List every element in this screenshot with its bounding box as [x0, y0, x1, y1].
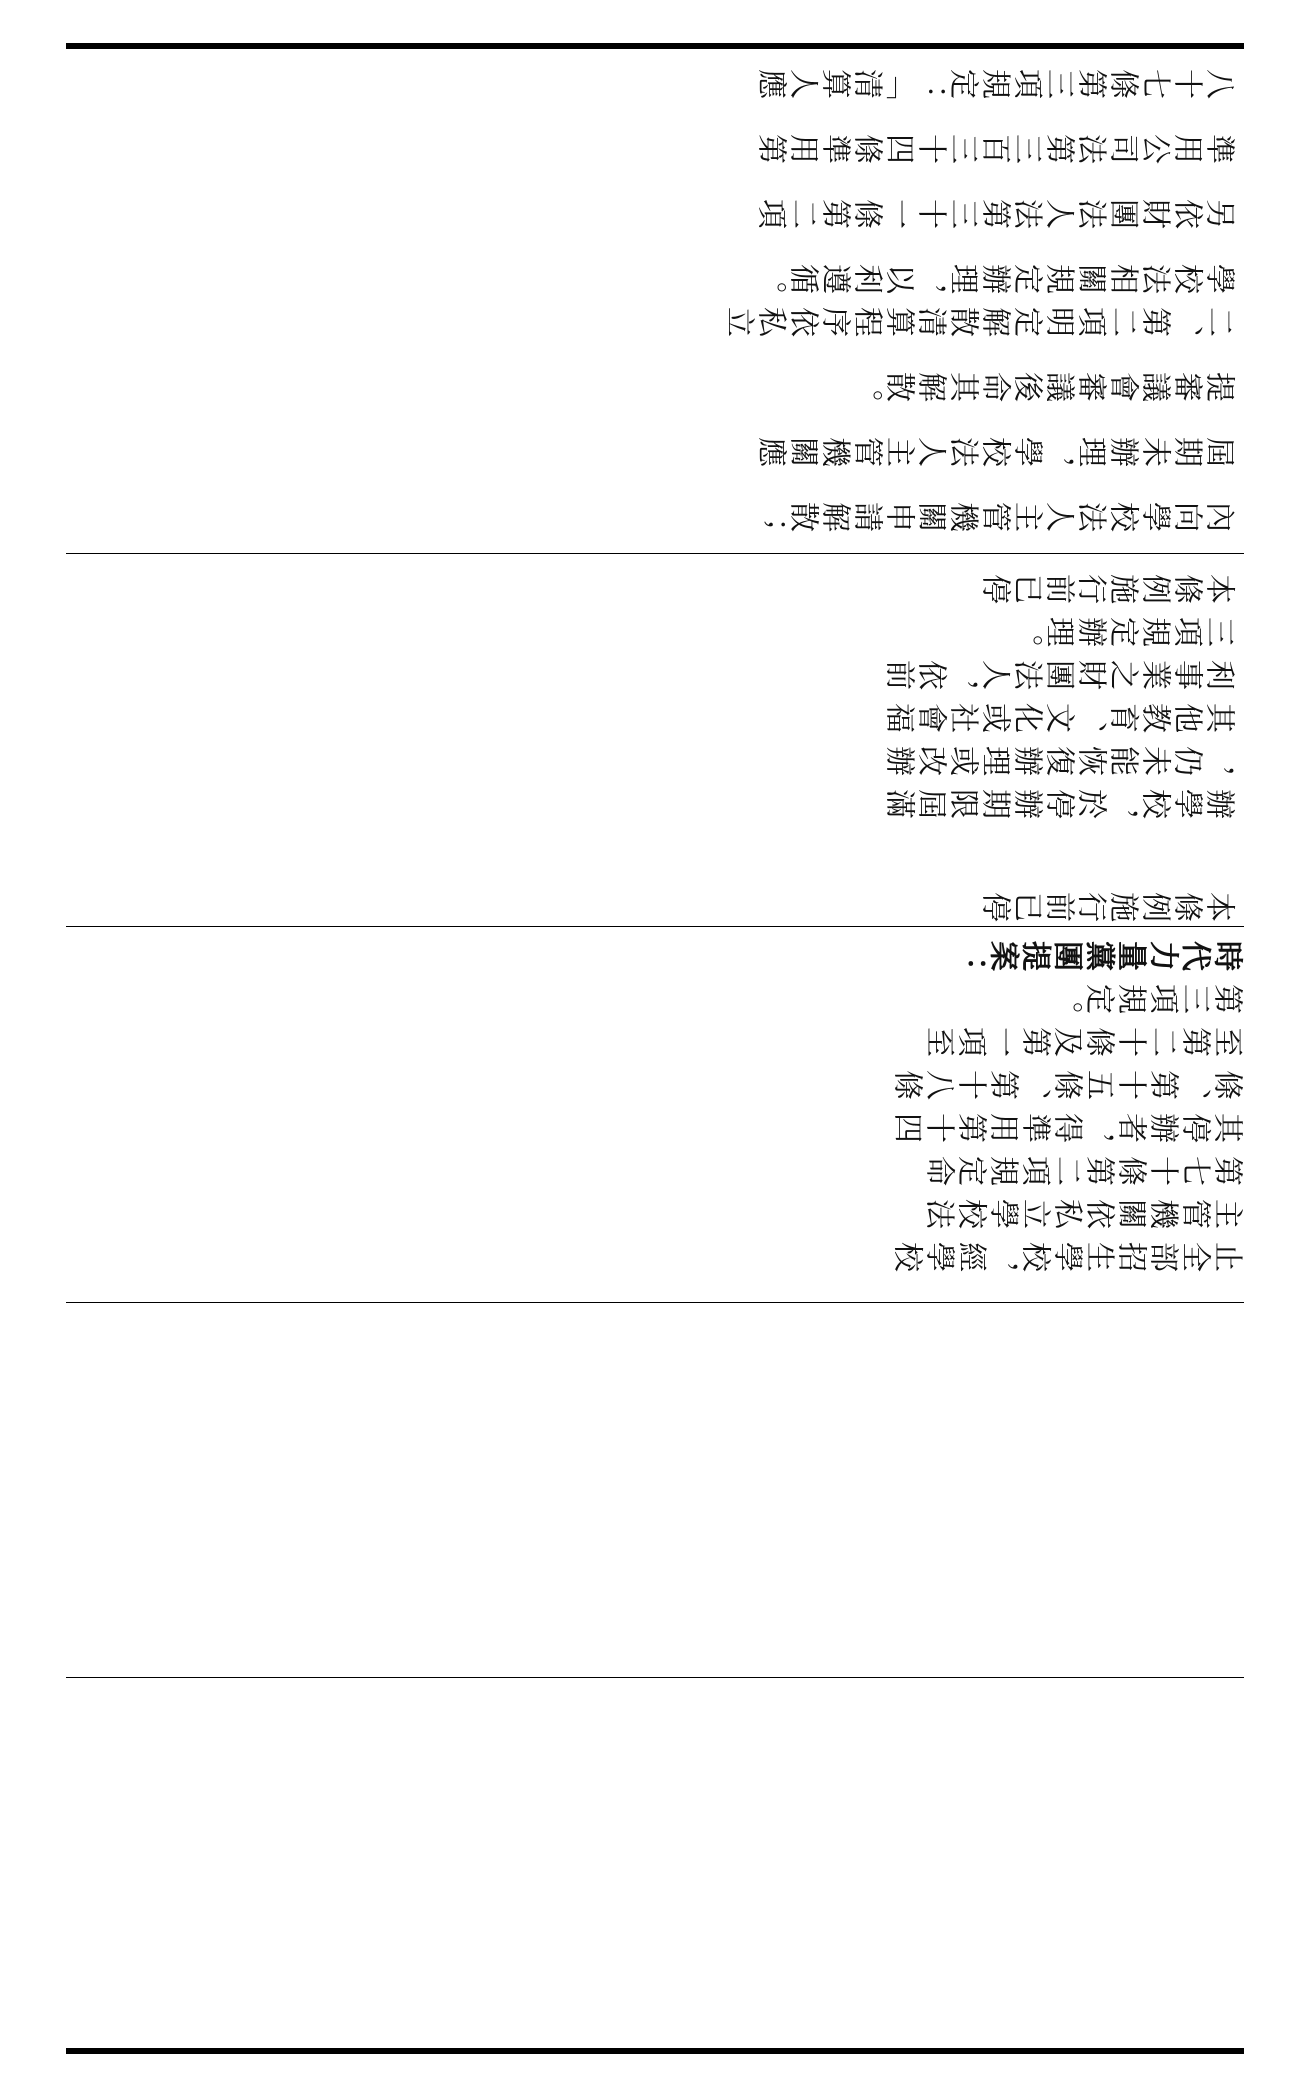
amendment-text — [66, 927, 1244, 1302]
text-line: 提審議會審議後命其解散。 — [852, 366, 1236, 401]
proposal-heading: 時代力量黨團提案： — [956, 935, 1244, 970]
text-line: 三項規定辦理。 — [1012, 611, 1236, 646]
panel-empty-1 — [66, 1303, 1244, 1677]
text-line: 第三項規定。 — [1052, 978, 1244, 1013]
text-line: 主管機關依私立學校法 — [924, 1193, 1244, 1228]
text-line: 第七十條第二項規定命 — [924, 1150, 1244, 1185]
proposal-text — [66, 554, 1244, 926]
text-line: 本條例施行前已停 — [980, 568, 1236, 603]
panel-empty-2 — [66, 1678, 1244, 2048]
text-line: 其停辦者，得準用第十四 — [892, 1107, 1244, 1142]
text-line — [66, 535, 1244, 553]
text-line: 止全部招生學校，經學校 — [892, 1236, 1244, 1271]
text-line: ，仍未能恢復辦理或改辦 — [884, 740, 1236, 775]
bottom-rule — [66, 2048, 1244, 2054]
text-line — [66, 925, 1244, 926]
text-line: 屆期未辦理，學校法人主管機關應 — [756, 431, 1236, 466]
explanation-text — [66, 49, 1244, 553]
text-line: 另依財團法人法第三十一條第二項 — [756, 193, 1236, 228]
panel-explanation — [66, 49, 1244, 553]
text-line — [66, 1275, 1244, 1302]
panel-amendment-text — [66, 927, 1244, 1302]
text-line: 其他教育、文化或社會福 — [884, 697, 1236, 732]
text-line: 本條例施行前已停 — [980, 886, 1236, 921]
text-line: 內向學校法人主管機關申請解散； — [756, 496, 1236, 531]
text-line: 辦學校，於停辦期限屆滿 — [884, 783, 1236, 818]
text-line: 利事業之財團法人，依前 — [884, 654, 1236, 689]
panel-proposal-text — [66, 554, 1244, 926]
text-line: 準用公司法第三百三十四條準用第 — [756, 128, 1236, 163]
text-line: 二、第二項明定解散清算程序依私立 — [724, 301, 1236, 336]
text-line: 八十七條第三項規定：「清算人應 — [756, 63, 1236, 98]
text-line: 至第二十條及第一項至 — [924, 1021, 1244, 1056]
text-line: 學校法相關規定辦理，以利遵循。 — [756, 258, 1236, 293]
text-line: 條、第十五條、第十八條 — [892, 1064, 1244, 1099]
